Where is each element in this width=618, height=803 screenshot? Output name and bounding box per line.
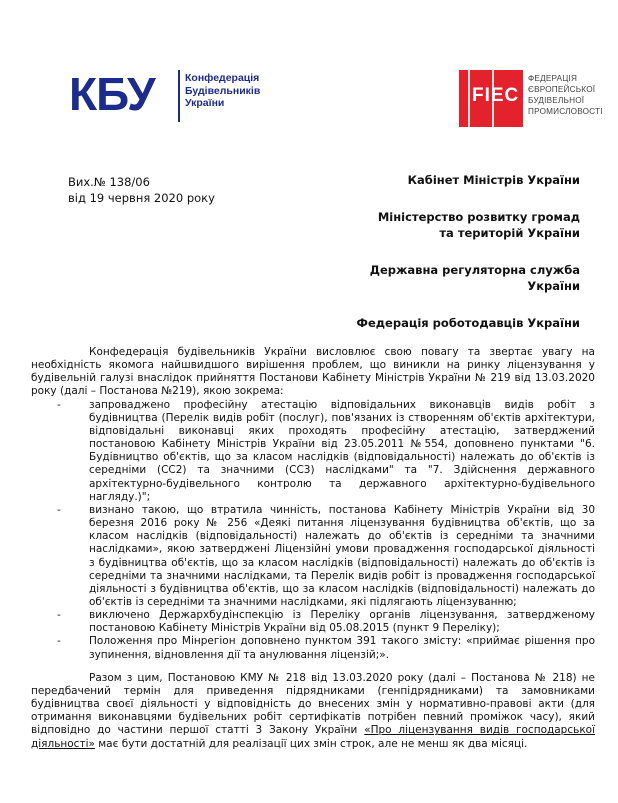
fiec-logo-name <box>528 73 603 117</box>
recipients-block <box>357 172 580 352</box>
kbu-logo <box>69 66 269 136</box>
outgoing-number: Вих.№ 138/06 <box>68 175 150 189</box>
fiec-stripe <box>468 70 470 127</box>
recipient-line: Федерація роботодавців України <box>356 316 580 330</box>
fiec-logo-mark: FIEC <box>472 85 520 106</box>
recipient-line: Кабінет Міністрів України <box>407 173 580 187</box>
fiec-name-line: ПРОМИСЛОВОСТІ <box>528 107 603 116</box>
second-paragraph <box>31 672 595 751</box>
fiec-logo <box>459 70 618 130</box>
outgoing-reference <box>68 174 215 206</box>
fiec-name-line: БУДІВЕЛЬНОЇ <box>528 96 585 105</box>
letter-body <box>31 346 595 751</box>
list-item: - запроваджено професійну атестацію відповідальних виконавців видів робіт з будівництва (Перелік видів робіт (послуг), пов'язаних із створенням об'єктів архітектури, відповідальні виконавці яких проходять професійну атестацію, затверджений постановою Кабінету Міністрів України від 23.05.2011 №554, доповнено пунктами "6. Будівництво об'єктів, що за класом наслідків (відповідальності) належать до об'єктів із середніми (СС2) та значними (СС3) наслідками" та "7. Здійснення державного архітектурно-будівельного контролю та державного архітектурно-будівельного нагляду.)"; <box>31 399 595 504</box>
paragraph-gap <box>31 662 595 672</box>
kbu-logo-mark: КБУ <box>69 68 155 120</box>
outgoing-date: від 19 червня 2020 року <box>68 191 215 205</box>
kbu-name-line: Будівельників <box>185 84 261 97</box>
recipient-line: та територій України <box>439 226 580 240</box>
kbu-logo-divider <box>178 70 180 122</box>
kbu-logo-name <box>185 72 260 110</box>
list-item: - Положення про Мінрегіон доповнено пунктом 391 такого змісту: «приймає рішення про зупинення, відновлення дії та анулювання ліцензій;». <box>31 635 595 661</box>
kbu-name-line: України <box>185 97 225 109</box>
fiec-name-line: ЄВРОПЕЙСЬКОЇ <box>528 85 596 94</box>
recipient-line: України <box>527 279 580 293</box>
recipient-regulatory-service <box>357 262 580 294</box>
fiec-logo-mark-box <box>459 70 523 127</box>
intro-paragraph: Конфедерація будівельників України висловлює свою повагу та звертає увагу на необхідність якомога найшвидшого вирішення проблем, що виникли на ринку ліцензування у будівельній галузі внаслідок прийняття Постанови Кабінету Міністрів України № 219 від 13.03.2020 року (далі – Постанова №219), якою зокрема: <box>31 346 595 398</box>
recipient-cabinet-of-ministers <box>357 172 580 188</box>
law-title: «Про ліцензування видів господарської діяльності» <box>31 724 595 750</box>
second-paragraph-ending: має бути достатній для реалізації цих змін строк, але не менш як два місяці. <box>94 737 528 750</box>
recipient-employers-federation <box>357 315 580 331</box>
changes-list <box>31 399 595 662</box>
recipient-line: Державна регуляторна служба <box>369 263 580 277</box>
recipient-line: Міністерство розвитку громад <box>377 210 580 224</box>
kbu-name-line: Конфедерація <box>185 72 260 84</box>
list-item: - визнано такою, що втратила чинність, постанова Кабінету Міністрів України від 30 березня 2016 року № 256 «Деякі питання ліцензування будівництва об'єктів, що за класом наслідків (відповідальності) належать до об'єктів із середніми та значними наслідками», якою затверджені Ліцензійні умови провадження господарської діяльності з будівництва об'єктів, що за класом наслідків (відповідальності) належать до об'єктів із середніми та значними наслідками, та Перелік видів робіт із провадження господарської діяльності з будівництва об'єктів, що за класом наслідків (відповідальності) належать до об'єктів із середніми та значними наслідками, які підлягають ліцензуванню; <box>31 504 595 609</box>
second-paragraph-text: Разом з цим, Постановою КМУ № 218 від 13.03.2020 року (далі – Постанова № 218) не передбачений термін для приведення підрядниками (генпідрядниками) та замовниками будівництва своєї діяльності у відповідність до внесених змін у нормативно-правові акти (для отримання виконавцями будівельних робіт сертифікатів потрібен певний проміжок часу), який відповідно до частини першої статті 3 Закону України <box>31 671 595 737</box>
fiec-name-line: ФЕДЕРАЦІЯ <box>528 74 578 83</box>
recipient-ministry-of-development <box>357 209 580 241</box>
list-item: - виключено Держархбудінспекцію із Переліку органів ліцензування, затвердженому постановою Кабінету Міністрів України від 05.08.2015 (пункт 9 Переліку); <box>31 609 595 635</box>
